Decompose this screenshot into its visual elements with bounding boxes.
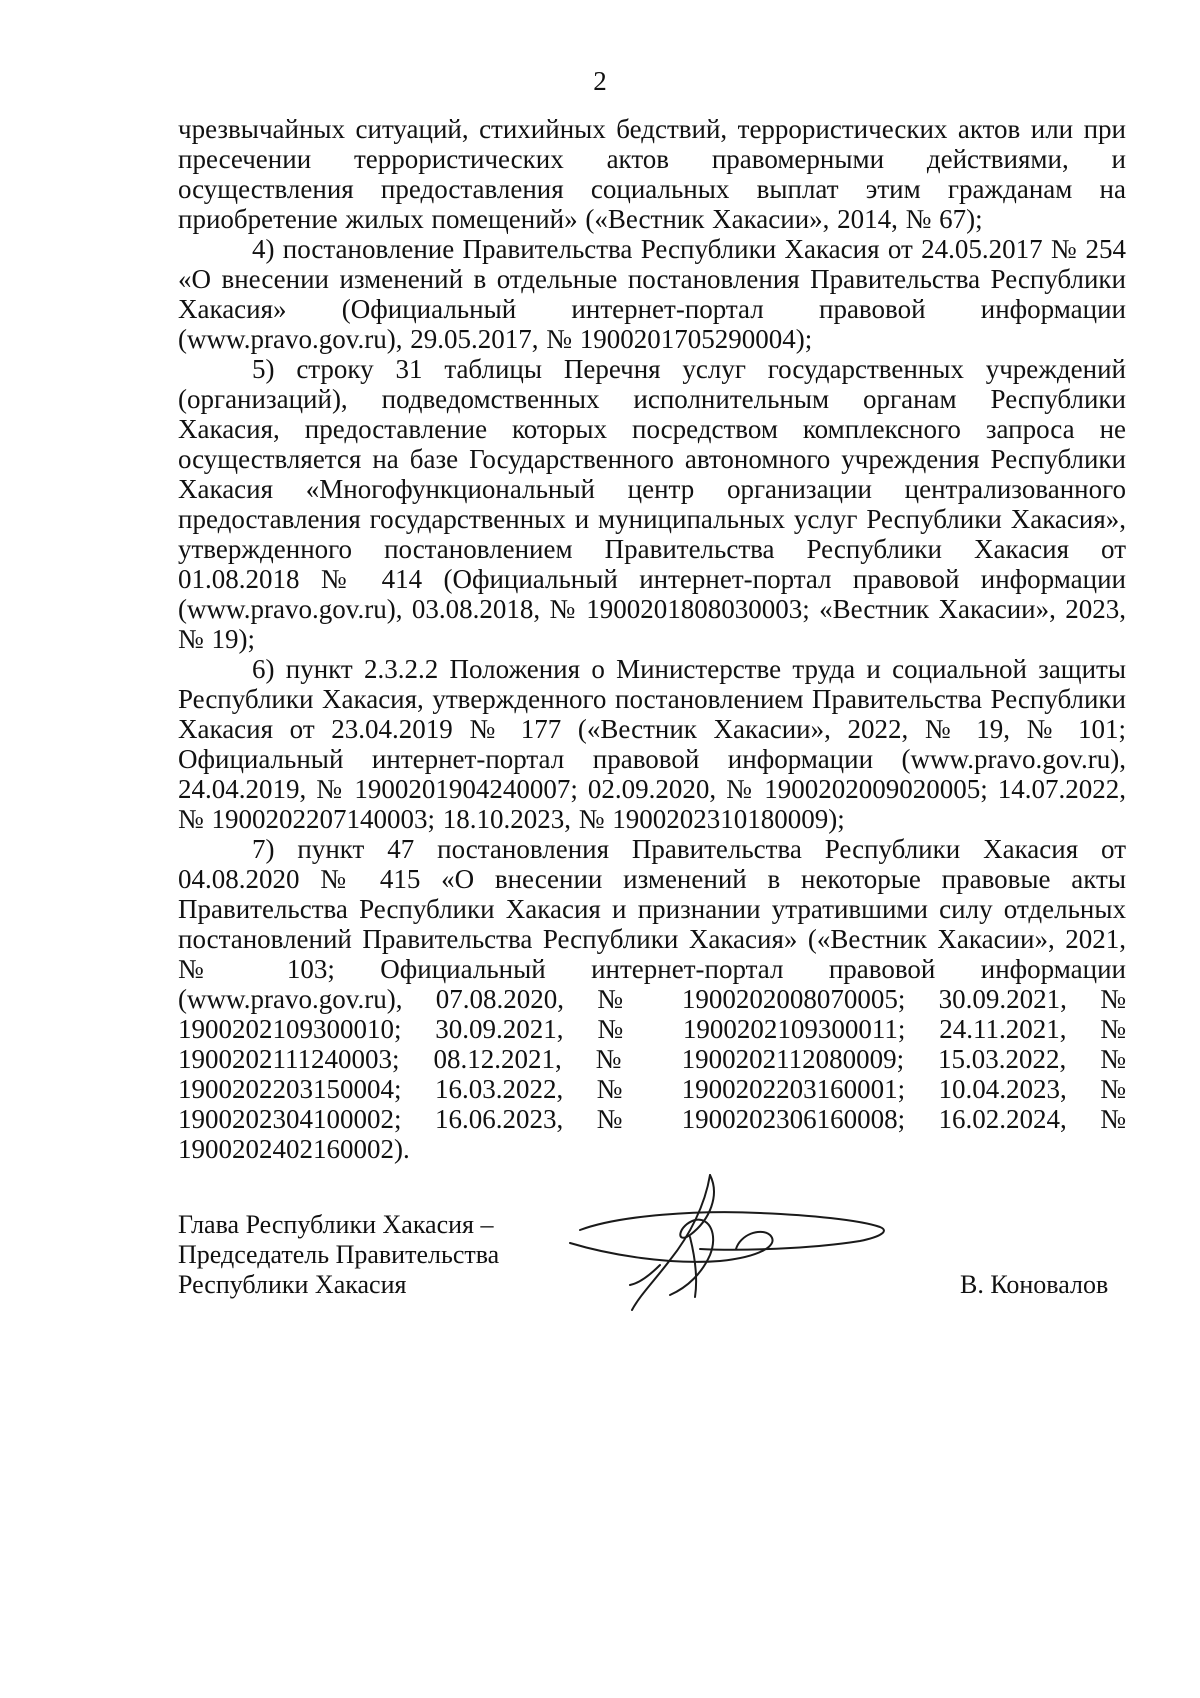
document-body <box>178 114 1126 1164</box>
paragraph-item-7: 7) пункт 47 постановления Правительства Республики Хакасия от 04.08.2020 № 415 «О внесении изменений в некоторые правовые акты Правительства Республики Хакасия и признании утратившими силу отдельных постановлений Правительства Республики Хакасия» («Вестник Хакасии», 2021, № 103; Официальный интернет-портал правовой информации (www.pravo.gov.ru), 07.08.2020, № 1900202008070005; 30.09.2021, № 1900202109300010; 30.09.2021, № 1900202109300011; 24.11.2021, № 1900202111240003; 08.12.2021, № 1900202112080009; 15.03.2022, № 1900202203150004; 16.03.2022, № 1900202203160001; 10.04.2023, № 1900202304100002; 16.06.2023, № 1900202306160008; 16.02.2024, № 1900202402160002). <box>178 834 1126 1164</box>
page-number: 2 <box>593 66 607 96</box>
signer-name: В. Коновалов <box>960 1270 1109 1299</box>
signatory-title-line-2: Председатель Правительства <box>178 1240 500 1269</box>
paragraph-item-5: 5) строку 31 таблицы Перечня услуг государственных учреждений (организаций), подведомственных исполнительным органам Республики Хакасия, предоставление которых посредством комплексного запроса не осуществляется на базе Государственного автономного учреждения Республики Хакасия «Многофункциональный центр организации централизованного предоставления государственных и муниципальных услуг Республики Хакасия», утвержденного постановлением Правительства Республики Хакасия от 01.08.2018 № 414 (Официальный интернет-портал правовой информации (www.pravo.gov.ru), 03.08.2018, № 1900201808030003; «Вестник Хакасии», 2023, № 19); <box>178 354 1126 654</box>
handwritten-signature <box>560 1165 900 1315</box>
paragraph-item-6: 6) пункт 2.3.2.2 Положения о Министерстве труда и социальной защиты Республики Хакасия, утвержденного постановлением Правительства Республики Хакасия от 23.04.2019 № 177 («Вестник Хакасии», 2022, № 19, № 101; Официальный интернет-портал правовой информации (www.pravo.gov.ru), 24.04.2019, № 1900201904240007; 02.09.2020, № 1900202009020005; 14.07.2022, № 1900202207140003; 18.10.2023, № 1900202310180009); <box>178 654 1126 834</box>
paragraph-continuation: чрезвычайных ситуаций, стихийных бедствий, террористических актов или при пресечении террористических актов правомерными действиями, и осуществления предоставления социальных выплат этим гражданам на приобретение жилых помещений» («Вестник Хакасии», 2014, № 67); <box>178 114 1126 234</box>
paragraph-item-4: 4) постановление Правительства Республики Хакасия от 24.05.2017 № 254 «О внесении изменений в отдельные постановления Правительства Республики Хакасия» (Официальный интернет-портал правовой информации (www.pravo.gov.ru), 29.05.2017, № 1900201705290004); <box>178 234 1126 354</box>
signatory-title <box>178 1210 499 1300</box>
signatory-title-line-3: Республики Хакасия <box>178 1270 407 1299</box>
signatory-title-line-1: Глава Республики Хакасия – <box>178 1210 494 1239</box>
